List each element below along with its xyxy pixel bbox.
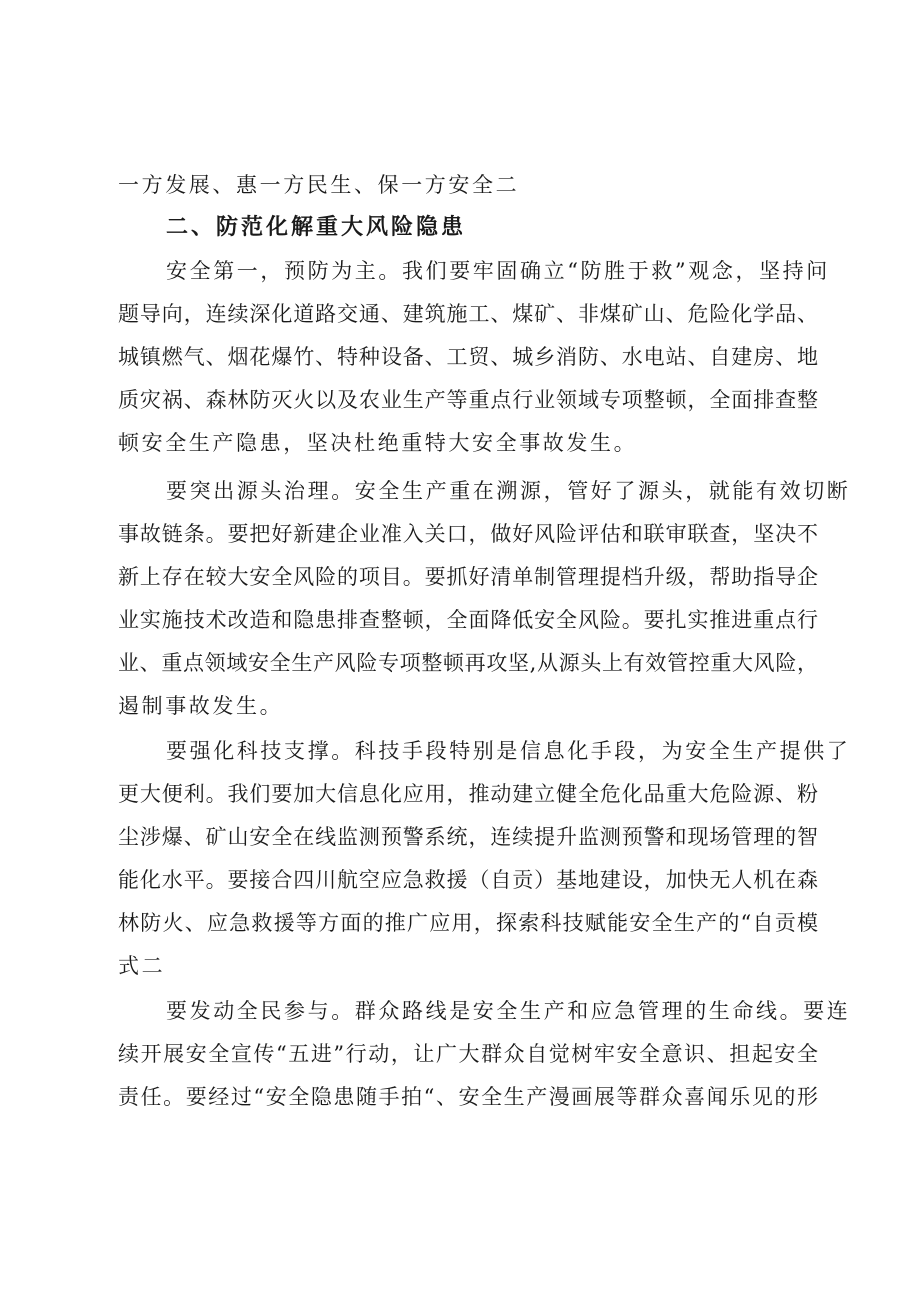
paragraph-line: 续开展安全宣传“五进”行动，让广大群众自觉树牢安全意识、担起安全 [118,1042,818,1066]
paragraph-last-line: 遏制事故发生。 [118,694,284,718]
paragraph-line: 林防火、应急救援等方面的推广应用，探索科技赋能安全生产的“自贡模 [118,911,818,935]
paragraph-line: 尘涉爆、矿山安全在线监测预警系统，连续提升监测预警和现场管理的智 [118,825,818,849]
paragraph-first-line: 安全第一，预防为主。我们要牢固确立“防胜于救”观念，坚持问 [166,259,830,283]
paragraph-line: 业、重点领域安全生产风险专项整顿再攻坚,从源头上有效管控重大风险， [118,651,818,675]
paragraph-line: 业实施技术改造和隐患排查整顿，全面降低安全风险。要扎实推进重点行 [118,608,818,632]
paragraph-first-line: 要强化科技支撑。科技手段特别是信息化手段，为安全生产提供了 [166,739,851,763]
paragraph-last-line: 顿安全生产隐患，坚决杜绝重特大安全事故发生。 [118,431,638,455]
paragraph-line: 事故链条。要把好新建企业准入关口，做好风险评估和联审联查，坚决不 [118,522,818,546]
paragraph-line: 题导向，连续深化道路交通、建筑施工、煤矿、非煤矿山、危险化学品、 [118,302,818,326]
paragraph-line: 城镇燃气、烟花爆竹、特种设备、工贸、城乡消防、水电站、自建房、地 [118,345,818,369]
paragraph-line: 一方发展、惠一方民生、保一方安全二 [118,173,520,197]
paragraph-first-line: 要突出源头治理。安全生产重在溯源，管好了源头，就能有效切断 [166,479,851,503]
paragraph-first-line: 要发动全民参与。群众路线是安全生产和应急管理的生命线。要连 [166,999,851,1023]
paragraph-last-line: 式二 [118,954,166,978]
paragraph-line: 责任。要经过“安全隐患随手拍“、安全生产漫画展等群众喜闻乐见的形 [118,1085,818,1109]
paragraph-line: 质灾祸、森林防灭火以及农业生产等重点行业领域专项整顿，全面排查整 [118,388,818,412]
section-heading: 二、防范化解重大风险隐患 [166,215,467,240]
paragraph-line: 能化水平。要接合四川航空应急救援（自贡）基地建设，加快无人机在森 [118,868,818,892]
paragraph-line: 更大便利。我们要加大信息化应用，推动建立健全危化品重大危险源、粉 [118,782,818,806]
paragraph-line: 新上存在较大安全风险的项目。要抓好清单制管理提档升级，帮助指导企 [118,565,818,589]
